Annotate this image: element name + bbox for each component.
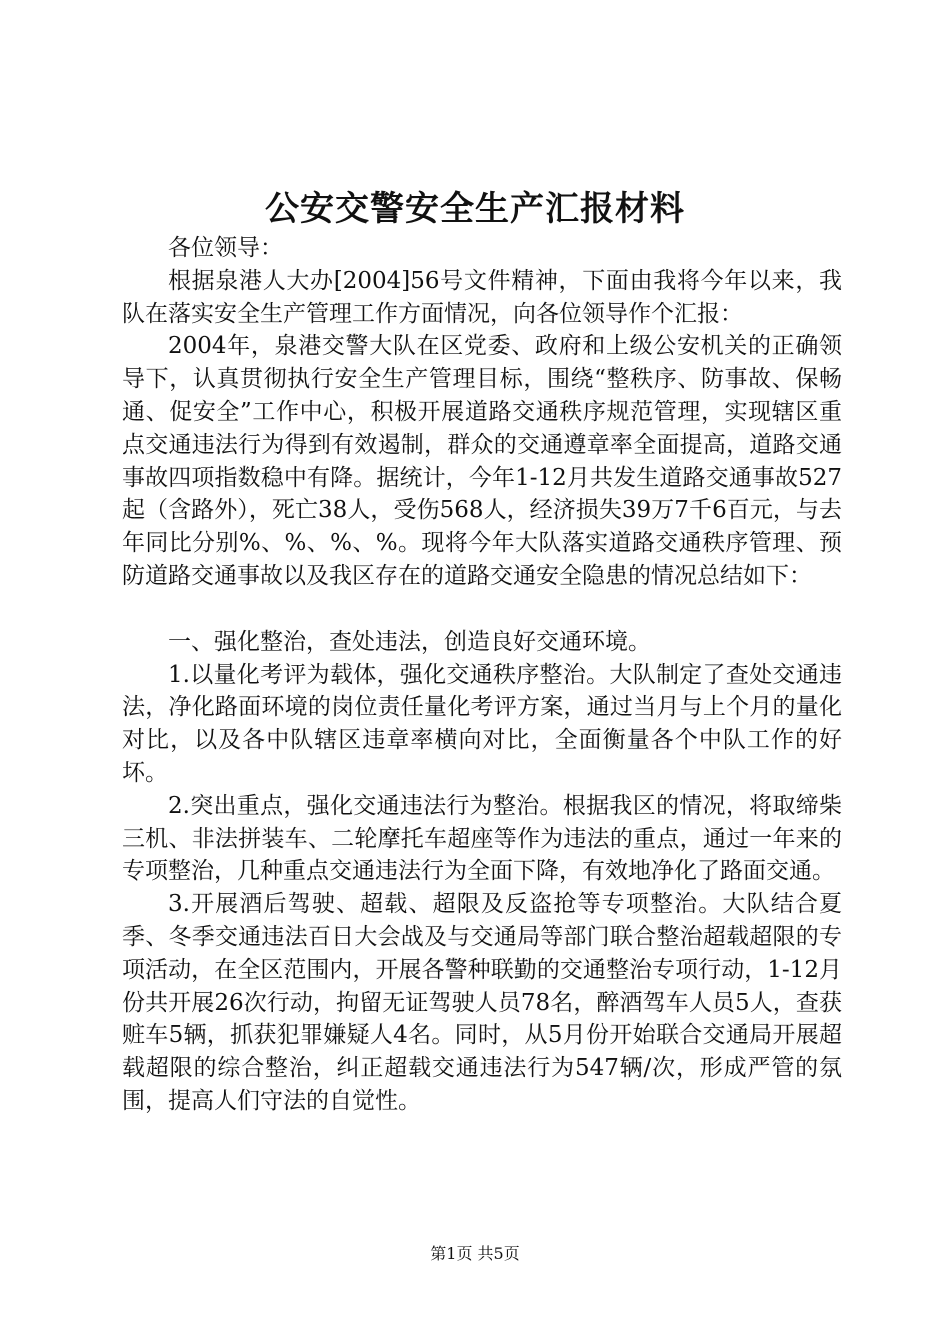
section-heading: 一、强化整治，查处违法，创造良好交通环境。 [168,628,651,655]
item-paragraph-2: 2.突出重点，强化交通违法行为整治。根据我区的情况，将取缔柴三机、非法拼装车、二轮摩托车超座等作为违法的重点，通过一年来的专项整治，几种重点交通违法行为全面下降，有效地净化了路面交通。 [122,792,842,885]
document-body [122,232,842,1118]
intro-paragraph: 根据泉港人大办[2004]56号文件精神，下面由我将今年以来，我队在落实安全生产管理工作方面情况，向各位领导作个汇报： [122,267,842,327]
salutation-paragraph: 各位领导： [168,235,283,261]
item-paragraph-3: 3.开展酒后驾驶、超载、超限及反盗抢等专项整治。大队结合夏季、冬季交通违法百日大会战及与交通局等部门联合整治超载超限的专项活动，在全区范围内，开展各警种联勤的交通整治专项行动，1-12月份共开展26次行动，拘留无证驾驶人员78名，醉酒驾车人员5人，查获赃车5辆，抓获犯罪嫌疑人4名。同时，从5月份开始联合交通局开展超载超限的综合整治，纠正超载交通违法行为547辆/次，形成严管的氛围，提高人们守法的自觉性。 [122,891,842,1114]
item-paragraph-1: 1.以量化考评为载体，强化交通秩序整治。大队制定了查处交通违法，净化路面环境的岗位责任量化考评方案，通过当月与上个月的量化对比，以及各中队辖区违章率横向对比，全面衡量各个中队工作的好坏。 [122,661,842,786]
summary-paragraph: 2004年，泉港交警大队在区党委、政府和上级公安机关的正确领导下，认真贯彻执行安全生产管理目标，围绕“整秩序、防事故、保畅通、促安全”工作中心，积极开展道路交通秩序规范管理，实现辖区重点交通违法行为得到有效遏制，群众的交通遵章率全面提高，道路交通事故四项指数稳中有降。据统计，今年1-12月共发生道路交通事故527起（含路外），死亡38人，受伤568人，经济损失39万7千6百元，与去年同比分别%、%、%、%。现将今年大队落实道路交通秩序管理、预防道路交通事故以及我区存在的道路交通安全隐患的情况总结如下： [122,333,842,589]
page-number-footer: 第1页 共5页 [430,1244,520,1263]
document-title: 公安交警安全生产汇报材料 [265,189,685,229]
